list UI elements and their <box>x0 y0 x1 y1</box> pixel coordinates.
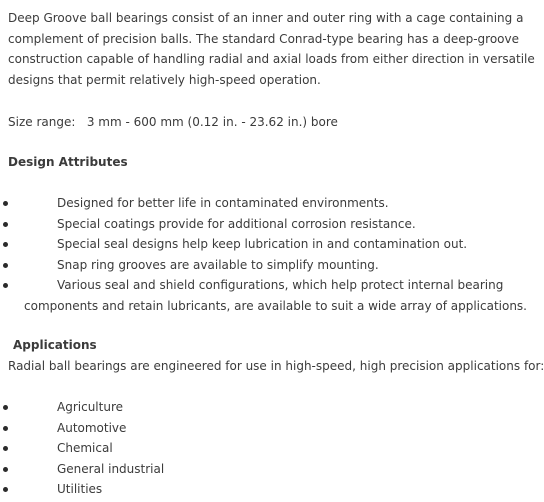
list-item-text: Special coatings provide for additional corrosion resistance. <box>57 216 416 231</box>
bullet-icon <box>3 487 8 492</box>
list-item <box>0 418 544 439</box>
list-item-text: Designed for better life in contaminated environments. <box>57 196 389 210</box>
applications-intro: Radial ball bearings are engineered for use in high-speed, high precision applications for: <box>8 359 544 373</box>
list-item <box>0 459 544 480</box>
list-item <box>0 214 544 235</box>
bullet-icon <box>3 446 8 451</box>
bullet-icon <box>3 263 8 268</box>
bullet-icon <box>3 222 8 227</box>
list-item <box>0 255 544 276</box>
list-item-text: General industrial <box>57 461 165 476</box>
bullet-icon <box>3 283 8 288</box>
list-item <box>0 397 544 418</box>
size-range-value: 3 mm - 600 mm (0.12 in. - 23.62 in.) bore <box>86 115 338 129</box>
design-attributes-heading: Design Attributes <box>8 155 128 169</box>
applications-list <box>0 397 544 500</box>
list-item-text-continued: components and retain lubricants, are available to suit a wide array of applications. <box>24 298 527 313</box>
applications-heading: Applications <box>13 338 97 352</box>
list-item <box>0 479 544 500</box>
size-range <box>8 113 338 131</box>
bullet-icon <box>3 426 8 431</box>
list-item <box>0 234 544 255</box>
list-item-text: Agriculture <box>57 400 123 414</box>
list-item-text: Special seal designs help keep lubrication in and contamination out. <box>57 237 468 251</box>
list-item-text: Utilities <box>57 482 103 496</box>
bullet-icon <box>3 405 8 410</box>
design-attributes-list <box>0 193 544 316</box>
size-range-label: Size range: <box>8 115 76 129</box>
list-item-text: Various seal and shield configurations, which help protect internal bearing <box>57 278 504 292</box>
list-item-text: Chemical <box>57 441 113 455</box>
bullet-icon <box>3 467 8 472</box>
bullet-icon <box>3 201 8 206</box>
list-item <box>0 275 544 316</box>
list-item <box>0 193 544 214</box>
intro-paragraph: Deep Groove ball bearings consist of an inner and outer ring with a cage containing a complement of precision balls. The standard Conrad-type bearing has a deep-groove construction capable of handling radial and axial loads from either direction in versatile designs that permit relatively high-speed operation. <box>8 11 535 87</box>
list-item <box>0 438 544 459</box>
list-item-text: Automotive <box>57 420 127 435</box>
list-item-text: Snap ring grooves are available to simplify mounting. <box>57 257 379 272</box>
bullet-icon <box>3 242 8 247</box>
